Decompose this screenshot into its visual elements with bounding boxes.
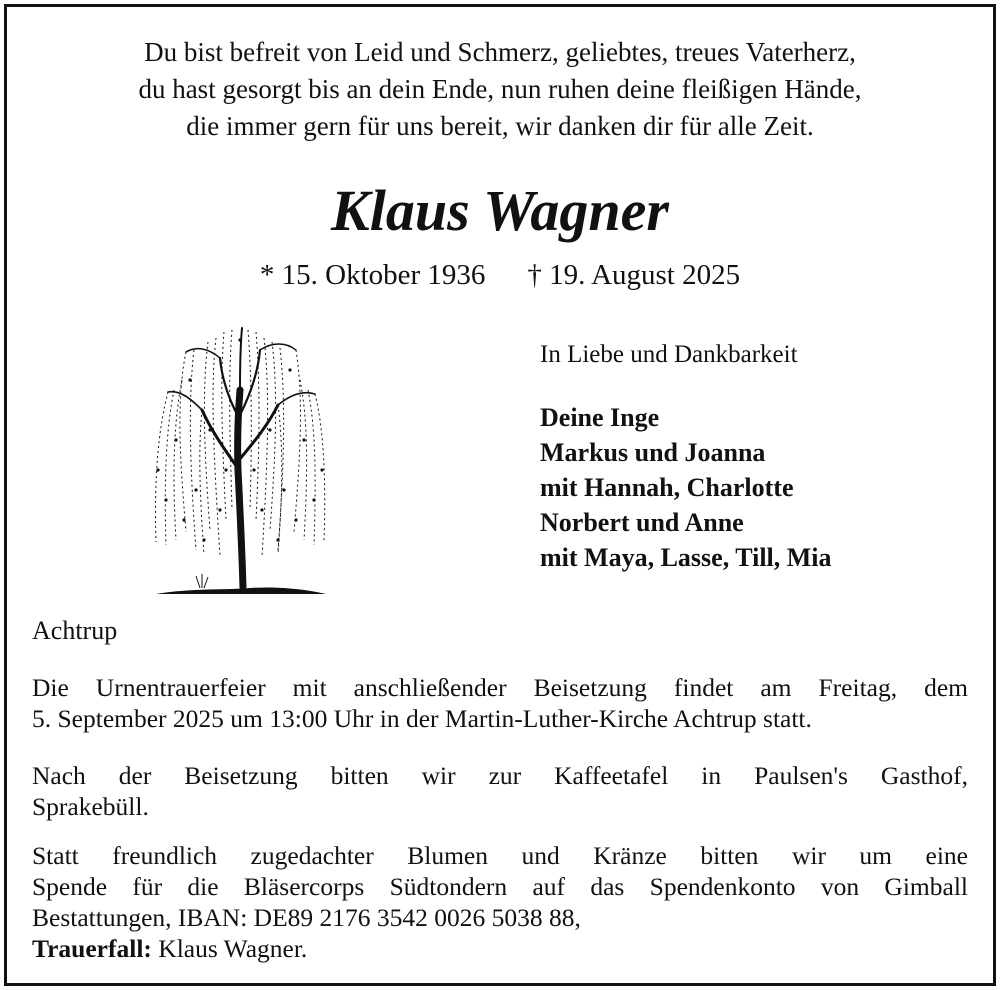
paragraph-line: Bestattungen, IBAN: DE89 2176 3542 0026 5038 88, <box>32 903 581 932</box>
case-value: Klaus Wagner. <box>151 934 308 963</box>
verse-line: Du bist befreit von Leid und Schmerz, geliebtes, treues Vaterherz, <box>144 37 856 67</box>
birth-date: * 15. Oktober 1936 <box>259 259 486 291</box>
death-date: † 19. August 2025 <box>527 259 741 291</box>
service-paragraph <box>32 672 968 734</box>
paragraph-line: Spende für die Bläsercorps Südtondern auf das Spendenkonto von Gimball <box>32 872 968 901</box>
mourner-name: Markus und Joanna <box>540 438 766 467</box>
coffee-paragraph <box>32 760 968 822</box>
paragraph-line: Nach der Beisetzung bitten wir zur Kaffeetafel in Paulsen's Gasthof, <box>32 761 968 790</box>
donation-paragraph <box>32 840 968 964</box>
mourner-name: mit Hannah, Charlotte <box>540 473 794 502</box>
case-line <box>32 933 968 964</box>
deceased-name: Klaus Wagner <box>331 178 669 243</box>
mourner-name: mit Maya, Lasse, Till, Mia <box>540 543 832 572</box>
verse-line: du hast gesorgt bis an dein Ende, nun ruhen deine fleißigen Hände, <box>138 74 862 104</box>
mourners-list <box>540 400 832 575</box>
thanks-line: In Liebe und Dankbarkeit <box>540 341 798 368</box>
verse-line: die immer gern für uns bereit, wir danken dir für alle Zeit. <box>186 111 814 141</box>
case-label: Trauerfall: <box>32 934 152 963</box>
weeping-willow-icon <box>150 320 330 602</box>
paragraph-line: 5. September 2025 um 13:00 Uhr in der Martin-Luther-Kirche Achtrup statt. <box>32 704 812 733</box>
mourner-name: Deine Inge <box>540 403 660 432</box>
paragraph-line: Sprakebüll. <box>32 792 149 821</box>
mourner-name: Norbert und Anne <box>540 508 744 537</box>
memorial-verse <box>0 34 1000 145</box>
life-dates <box>0 255 1000 295</box>
paragraph-line: Statt freundlich zugedachter Blumen und Kränze bitten wir um eine <box>32 841 968 870</box>
paragraph-line: Die Urnentrauerfeier mit anschließender Beisetzung findet am Freitag, dem <box>32 673 968 702</box>
place-name: Achtrup <box>32 616 118 645</box>
